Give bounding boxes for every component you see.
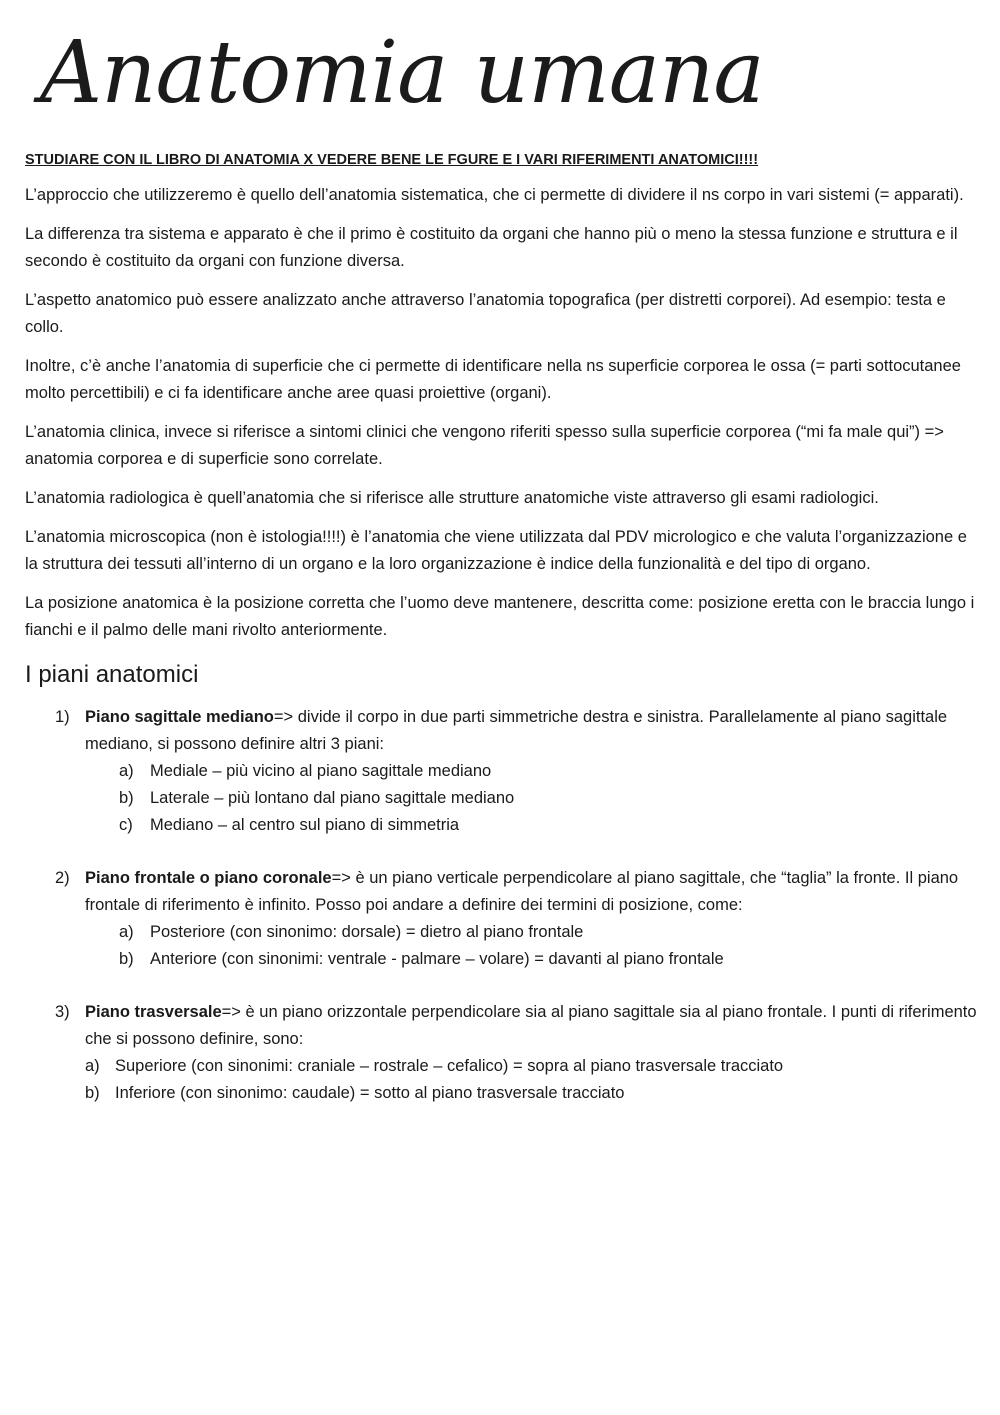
list-item-text: Anteriore (con sinonimi: ventrale - palmare – volare) = davanti al piano frontale (150, 950, 724, 968)
list-item (85, 1080, 980, 1107)
section-heading-anatomical-planes: I piani anatomici (25, 661, 199, 688)
plane-name: Piano frontale o piano coronale (85, 869, 332, 887)
list-letter: a) (85, 1057, 100, 1075)
plane-name: Piano sagittale mediano (85, 708, 274, 726)
list-item (85, 946, 980, 973)
list-item (85, 919, 980, 946)
document-body (25, 148, 980, 1133)
list-number: 3) (55, 1003, 70, 1021)
plane-terms-list (85, 758, 980, 839)
plane-text: => divide il corpo in due parti simmetriche destra e sinistra. Parallelamente al piano sagittale mediano, si possono definire altri 3 piani: (85, 708, 948, 753)
planes-list (25, 704, 980, 1107)
list-letter: c) (119, 816, 133, 834)
list-item-text: Posteriore (con sinonimo: dorsale) = dietro al piano frontale (150, 923, 584, 941)
list-letter: a) (119, 762, 134, 780)
plane-description (85, 999, 980, 1053)
list-item-text: Mediale – più vicino al piano sagittale mediano (150, 762, 492, 780)
plane-frontal (25, 865, 980, 973)
plane-name: Piano trasversale (85, 1003, 222, 1021)
list-item (85, 1053, 980, 1080)
list-item-text: Inferiore (con sinonimo: caudale) = sotto al piano trasversale tracciato (115, 1084, 625, 1102)
paragraph-systematic-anatomy: L’approccio che utilizzeremo è quello dell’anatomia sistematica, che ci permette di dividere il ns corpo in vari sistemi (= apparati). (25, 186, 964, 204)
paragraph-topographic-anatomy: L’aspetto anatomico può essere analizzato anche attraverso l’anatomia topografica (per distretti corporei). Ad esempio: testa e collo. (25, 291, 946, 336)
list-number: 2) (55, 869, 70, 887)
list-letter: b) (119, 789, 134, 807)
plane-description (85, 865, 980, 919)
list-item (85, 812, 980, 839)
paragraph-microscopic-anatomy: L’anatomia microscopica (non è istologia!!!!) è l’anatomia che viene utilizzata dal PDV micrologico e che valuta l’organizzazione e la struttura dei tessuti all’interno di un organo e la loro organizzazione è indice della funzionalità e del tipo di organo. (25, 528, 967, 573)
plane-text: => è un piano orizzontale perpendicolare sia al piano sagittale sia al piano frontale. I punti di riferimento che si possono definire, sono: (85, 1003, 977, 1048)
list-item-text: Mediano – al centro sul piano di simmetria (150, 816, 460, 834)
list-item (85, 758, 980, 785)
paragraph-anatomical-position: La posizione anatomica è la posizione corretta che l’uomo deve mantenere, descritta come: posizione eretta con le braccia lungo i fianchi e il palmo delle mani rivolto anteriormente. (25, 594, 975, 639)
list-item-text: Superiore (con sinonimi: craniale – rostrale – cefalico) = sopra al piano trasversale tracciato (115, 1057, 784, 1075)
paragraph-surface-anatomy: Inoltre, c’è anche l’anatomia di superficie che ci permette di identificare nella ns superficie corporea le ossa (= parti sottocutanee molto percettibili) e ci fa identificare anche aree quasi proiettive (organi). (25, 357, 961, 402)
study-notice: STUDIARE CON IL LIBRO DI ANATOMIA X VEDERE BENE LE FGURE E I VARI RIFERIMENTI ANATOMICI!!!! (25, 152, 759, 168)
list-item (85, 785, 980, 812)
paragraph-clinical-anatomy: L’anatomia clinica, invece si riferisce a sintomi clinici che vengono riferiti spesso sulla superficie corporea (“mi fa male qui”) => anatomia corporea e di superficie sono correlate. (25, 423, 944, 468)
paragraph-radiological-anatomy: L’anatomia radiologica è quell’anatomia che si riferisce alle strutture anatomiche viste attraverso gli esami radiologici. (25, 489, 879, 507)
list-letter: a) (119, 923, 134, 941)
document-title: Anatomia umana (40, 23, 764, 123)
plane-terms-list (85, 1053, 980, 1107)
plane-sagittal (25, 704, 980, 839)
list-letter: b) (119, 950, 134, 968)
plane-description (85, 704, 980, 758)
list-letter: b) (85, 1084, 100, 1102)
plane-text: => è un piano verticale perpendicolare al piano sagittale, che “taglia” la fronte. Il piano frontale di riferimento è infinito. Posso poi andare a definire dei termini di posizione, come: (85, 869, 959, 914)
paragraph-system-vs-apparatus: La differenza tra sistema e apparato è che il primo è costituito da organi che hanno più o meno la stessa funzione e struttura e il secondo è costituito da organi con funzione diversa. (25, 225, 958, 270)
list-item-text: Laterale – più lontano dal piano sagittale mediano (150, 789, 515, 807)
plane-transverse (25, 999, 980, 1107)
plane-terms-list (85, 919, 980, 973)
list-number: 1) (55, 708, 70, 726)
